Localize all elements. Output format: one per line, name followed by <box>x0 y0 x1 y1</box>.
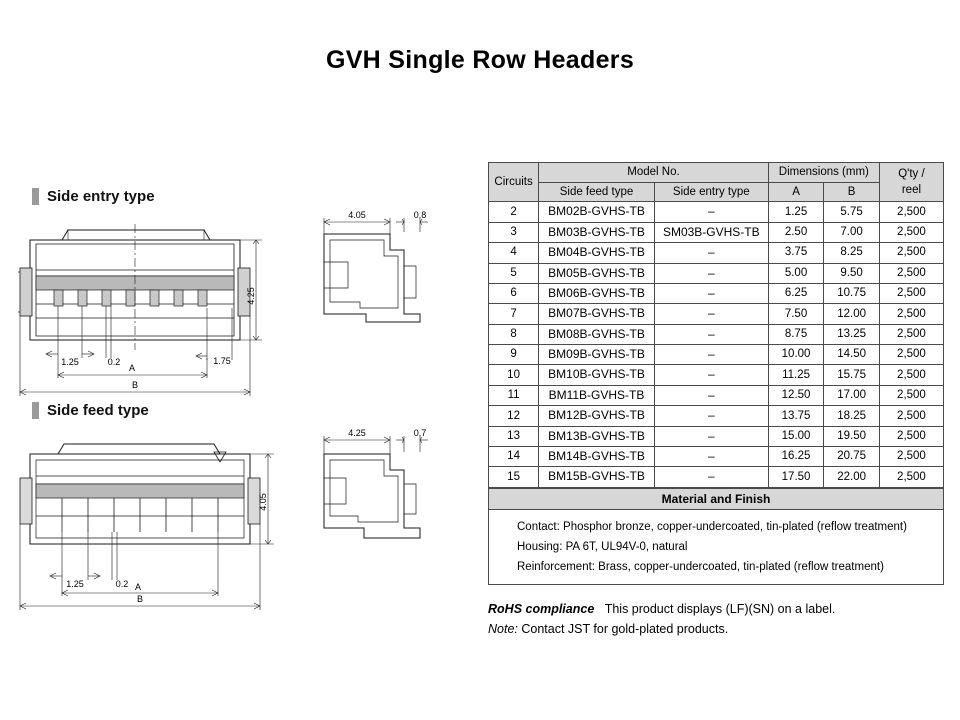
cell-qty: 2,500 <box>879 263 943 283</box>
cell-circuits: 15 <box>489 467 539 487</box>
cell-circuits: 8 <box>489 324 539 344</box>
cell-circuits: 12 <box>489 406 539 426</box>
cell-side-feed: BM14B-GVHS-TB <box>539 447 655 467</box>
cell-circuits: 4 <box>489 243 539 263</box>
side-feed-title: Side feed type <box>47 402 149 419</box>
cell-side-entry: – <box>654 365 768 385</box>
cell-circuits: 13 <box>489 426 539 446</box>
cell-dim-a: 3.75 <box>768 243 824 263</box>
cell-circuits: 5 <box>489 263 539 283</box>
dim-side-entry-end: 1.75 <box>213 356 231 366</box>
rohs-label: RoHS compliance <box>488 602 595 617</box>
specification-panel <box>488 162 944 639</box>
cell-side-feed: BM08B-GVHS-TB <box>539 324 655 344</box>
cell-dim-a: 13.75 <box>768 406 824 426</box>
cell-dim-b: 18.25 <box>824 406 880 426</box>
cell-dim-b: 19.50 <box>824 426 880 446</box>
side-feed-front-view <box>18 432 288 612</box>
cell-side-entry: – <box>654 324 768 344</box>
cell-dim-a: 8.75 <box>768 324 824 344</box>
cell-circuits: 11 <box>489 385 539 405</box>
dim-side-entry-height: 4.25 <box>246 287 256 305</box>
header-qty-reel-line1: Q'ty / <box>898 167 925 180</box>
cell-side-feed: BM06B-GVHS-TB <box>539 283 655 303</box>
cell-qty: 2,500 <box>879 202 943 222</box>
cell-side-feed: BM15B-GVHS-TB <box>539 467 655 487</box>
side-entry-side-view <box>308 210 448 340</box>
cell-side-feed: BM05B-GVHS-TB <box>539 263 655 283</box>
cell-dim-a: 17.50 <box>768 467 824 487</box>
table-row <box>489 345 944 365</box>
cell-dim-b: 14.50 <box>824 345 880 365</box>
table-row <box>489 426 944 446</box>
cell-circuits: 2 <box>489 202 539 222</box>
table-row <box>489 304 944 324</box>
cell-side-entry: – <box>654 385 768 405</box>
cell-side-feed: BM13B-GVHS-TB <box>539 426 655 446</box>
cell-circuits: 6 <box>489 283 539 303</box>
side-entry-front-view <box>18 218 288 408</box>
cell-dim-b: 20.75 <box>824 447 880 467</box>
cell-side-entry: – <box>654 263 768 283</box>
header-model-no: Model No. <box>539 163 769 183</box>
cell-circuits: 3 <box>489 222 539 242</box>
cell-dim-b: 17.00 <box>824 385 880 405</box>
cell-dim-b: 8.25 <box>824 243 880 263</box>
table-row <box>489 243 944 263</box>
note-label: Note: <box>488 622 518 637</box>
header-circuits: Circuits <box>489 163 539 202</box>
side-feed-side-view <box>308 428 448 558</box>
dim-side-entry-a: A <box>128 363 136 373</box>
header-side-entry-type: Side entry type <box>654 182 768 202</box>
cell-side-feed: BM12B-GVHS-TB <box>539 406 655 426</box>
drawings-panel <box>18 180 458 620</box>
cell-dim-a: 2.50 <box>768 222 824 242</box>
header-dim-a: A <box>768 182 824 202</box>
cell-side-entry: – <box>654 426 768 446</box>
dim-side-feed-b: B <box>136 594 144 604</box>
cell-qty: 2,500 <box>879 304 943 324</box>
material-line-housing: Housing: PA 6T, UL94V-0, natural <box>517 540 688 553</box>
dim-side-feed-side-w: 4.25 <box>348 428 366 438</box>
header-side-feed-type: Side feed type <box>539 182 655 202</box>
header-qty-reel-line2: reel <box>901 184 922 197</box>
cell-dim-a: 12.50 <box>768 385 824 405</box>
cell-dim-a: 11.25 <box>768 365 824 385</box>
side-feed-heading <box>32 402 149 419</box>
cell-dim-b: 13.25 <box>824 324 880 344</box>
cell-qty: 2,500 <box>879 447 943 467</box>
cell-dim-a: 5.00 <box>768 263 824 283</box>
cell-dim-a: 7.50 <box>768 304 824 324</box>
material-line-reinforcement: Reinforcement: Brass, copper-undercoated, tin-plated (reflow treatment) <box>517 561 884 574</box>
table-row <box>489 447 944 467</box>
cell-side-feed: BM10B-GVHS-TB <box>539 365 655 385</box>
cell-side-entry: – <box>654 283 768 303</box>
cell-dim-b: 10.75 <box>824 283 880 303</box>
cell-dim-b: 15.75 <box>824 365 880 385</box>
notes-block <box>488 599 944 639</box>
cell-qty: 2,500 <box>879 345 943 365</box>
cell-side-entry: – <box>654 243 768 263</box>
cell-qty: 2,500 <box>879 426 943 446</box>
cell-side-entry: – <box>654 202 768 222</box>
cell-circuits: 7 <box>489 304 539 324</box>
table-row <box>489 365 944 385</box>
cell-dim-a: 1.25 <box>768 202 824 222</box>
cell-side-feed: BM09B-GVHS-TB <box>539 345 655 365</box>
rohs-note <box>488 599 944 619</box>
table-row <box>489 467 944 487</box>
cell-dim-a: 15.00 <box>768 426 824 446</box>
contact-note <box>488 619 944 639</box>
rohs-text: This product displays (LF)(SN) on a label. <box>604 602 836 617</box>
table-row <box>489 202 944 222</box>
cell-qty: 2,500 <box>879 385 943 405</box>
dim-side-entry-contact-width: 0.2 <box>107 357 121 367</box>
cell-side-entry: SM03B-GVHS-TB <box>654 222 768 242</box>
specification-table <box>488 162 944 488</box>
section-marker-icon <box>32 188 39 205</box>
cell-circuits: 9 <box>489 345 539 365</box>
side-entry-heading <box>32 188 155 205</box>
cell-qty: 2,500 <box>879 243 943 263</box>
cell-dim-a: 6.25 <box>768 283 824 303</box>
dim-side-entry-pitch: 1.25 <box>61 357 79 367</box>
section-marker-icon-2 <box>32 402 39 419</box>
cell-qty: 2,500 <box>879 406 943 426</box>
page-title: GVH Single Row Headers <box>325 46 635 74</box>
material-line-contact: Contact: Phosphor bronze, copper-undercoated, tin-plated (reflow treatment) <box>517 520 907 533</box>
side-entry-title: Side entry type <box>47 188 155 205</box>
table-header-row-1 <box>489 163 944 183</box>
table-header-row-2 <box>489 182 944 202</box>
cell-side-entry: – <box>654 345 768 365</box>
cell-dim-b: 7.00 <box>824 222 880 242</box>
cell-side-feed: BM04B-GVHS-TB <box>539 243 655 263</box>
dim-side-feed-height: 4.05 <box>258 493 268 511</box>
dim-side-feed-side-t: 0.7 <box>413 428 427 438</box>
cell-circuits: 10 <box>489 365 539 385</box>
cell-qty: 2,500 <box>879 222 943 242</box>
dim-side-feed-pitch: 1.25 <box>66 579 84 589</box>
table-row <box>489 385 944 405</box>
table-row <box>489 283 944 303</box>
cell-qty: 2,500 <box>879 324 943 344</box>
cell-side-feed: BM03B-GVHS-TB <box>539 222 655 242</box>
header-dim-b: B <box>824 182 880 202</box>
cell-dim-b: 22.00 <box>824 467 880 487</box>
cell-dim-a: 10.00 <box>768 345 824 365</box>
cell-side-feed: BM07B-GVHS-TB <box>539 304 655 324</box>
dim-side-entry-side-w: 4.05 <box>348 210 366 220</box>
table-row <box>489 263 944 283</box>
cell-qty: 2,500 <box>879 467 943 487</box>
cell-side-feed: BM02B-GVHS-TB <box>539 202 655 222</box>
cell-side-entry: – <box>654 447 768 467</box>
cell-side-feed: BM11B-GVHS-TB <box>539 385 655 405</box>
material-heading: Material and Finish <box>488 488 944 510</box>
table-row <box>489 406 944 426</box>
table-row <box>489 324 944 344</box>
cell-dim-b: 5.75 <box>824 202 880 222</box>
cell-side-entry: – <box>654 304 768 324</box>
header-dimensions: Dimensions (mm) <box>768 163 879 183</box>
cell-circuits: 14 <box>489 447 539 467</box>
cell-dim-b: 9.50 <box>824 263 880 283</box>
cell-qty: 2,500 <box>879 365 943 385</box>
cell-side-entry: – <box>654 406 768 426</box>
cell-qty: 2,500 <box>879 283 943 303</box>
cell-dim-a: 16.25 <box>768 447 824 467</box>
cell-side-entry: – <box>654 467 768 487</box>
note-text: Contact JST for gold-plated products. <box>521 622 729 637</box>
dim-side-feed-contact-width: 0.2 <box>115 579 129 589</box>
cell-dim-b: 12.00 <box>824 304 880 324</box>
material-body <box>488 510 944 585</box>
table-body <box>489 202 944 487</box>
header-qty-reel <box>879 163 943 202</box>
table-row <box>489 222 944 242</box>
dim-side-entry-side-t: 0.8 <box>413 210 427 220</box>
dim-side-entry-b: B <box>131 380 139 390</box>
dim-side-feed-a: A <box>134 582 142 592</box>
